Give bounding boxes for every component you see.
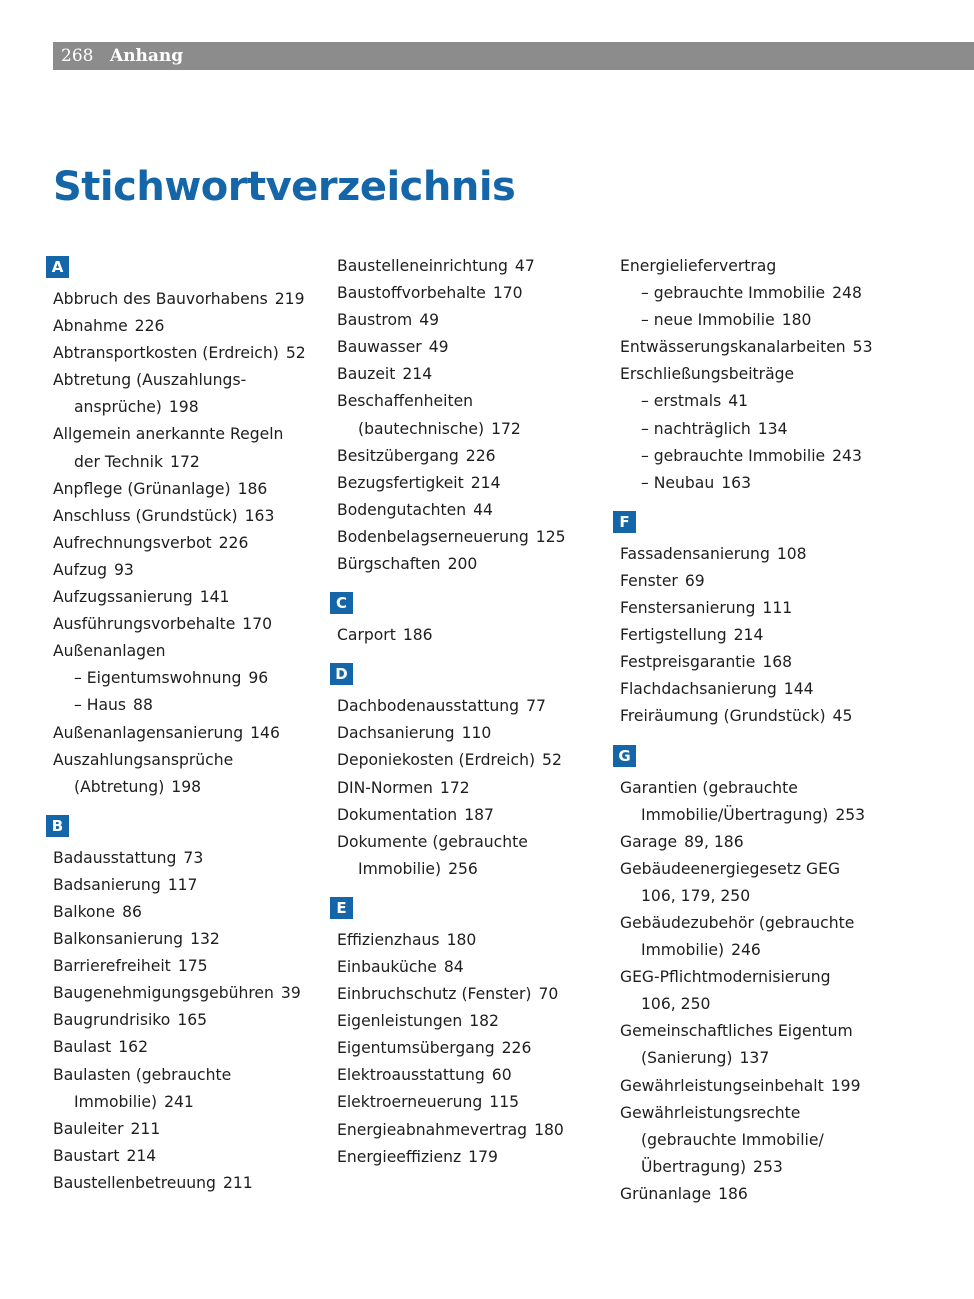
entry-page-ref: 84 (443, 957, 464, 976)
entry-term: (Sanierung) (641, 1049, 733, 1068)
letter-heading: B (46, 815, 69, 837)
entry-page-ref: 134 (757, 419, 788, 438)
section-gap (330, 883, 600, 897)
heading-gap (613, 767, 903, 775)
entry-term: Bauleiter (53, 1119, 124, 1138)
entry-term: Erschließungsbeiträge (620, 365, 795, 384)
index-entry (53, 340, 316, 367)
entry-page-ref: 110 (461, 724, 492, 743)
entry-page-ref: 179 (468, 1147, 498, 1166)
index-entry (620, 1073, 903, 1100)
entry-term: – nachträglich (641, 419, 751, 438)
entry-page-ref: 243 (832, 446, 862, 465)
index-entry (620, 622, 903, 649)
entry-term: Barrierefreiheit (53, 957, 171, 976)
letter-heading: G (613, 745, 636, 767)
entry-term: Dachbodenausstattung (337, 697, 520, 716)
entry-term: ansprüche) (74, 398, 162, 417)
entry-term: – Haus (74, 696, 127, 715)
entry-page-ref: 88 (133, 696, 153, 715)
index-entry (620, 1100, 903, 1127)
entry-term: Immobilie/Übertragung) (641, 805, 829, 824)
index-entry (620, 775, 903, 802)
entry-term: Einbauküche (337, 957, 437, 976)
index-entry (337, 361, 600, 388)
index-entry (53, 557, 316, 584)
entry-term: Bauwasser (337, 338, 422, 357)
entry-term: Ausführungsvorbehalte (53, 615, 236, 634)
entry-term: Baugenehmigungsgebühren (53, 984, 274, 1003)
index-entry (53, 638, 316, 665)
index-entry (620, 1181, 903, 1208)
entry-term: Energieliefervertrag (620, 257, 777, 275)
entry-page-ref: 49 (419, 311, 440, 330)
entry-term: Immobilie) (358, 859, 442, 878)
index-entry (620, 856, 903, 883)
index-entry (53, 872, 316, 899)
index-entry (620, 829, 903, 856)
entry-term: Badsanierung (53, 875, 161, 894)
entry-term: Immobilie) (74, 1092, 158, 1111)
entry-term: Gebäudeenergiegesetz GEG (620, 859, 841, 878)
index-entry-continuation (641, 1154, 903, 1181)
index-entry (337, 1035, 600, 1062)
index-entry (337, 1008, 600, 1035)
heading-gap (330, 919, 600, 927)
section-title: Anhang (110, 46, 184, 66)
index-entry (337, 551, 600, 578)
entry-term: Energieabnahmevertrag (337, 1120, 528, 1139)
section-gap (613, 731, 903, 745)
index-entry (53, 1034, 316, 1061)
index-entry (620, 361, 903, 388)
entry-page-ref: 172 (439, 778, 470, 797)
entry-term: Dokumentation (337, 805, 458, 824)
index-entry (53, 747, 316, 774)
entry-term: (bautechnische) (358, 419, 485, 438)
entry-term: Eigenleistungen (337, 1012, 463, 1031)
entry-term: Bezugsfertigkeit (337, 473, 464, 492)
entry-page-ref: 219 (274, 290, 305, 308)
index-entry (620, 595, 903, 622)
letter-heading: D (330, 663, 353, 685)
index-entry (337, 334, 600, 361)
entry-term: Einbruchschutz (Fenster) (337, 985, 532, 1004)
index-subentry (641, 280, 903, 307)
entry-term: Baustoffvorbehalte (337, 284, 486, 303)
entry-term: Besitzübergang (337, 446, 459, 465)
index-entry (337, 307, 600, 334)
index-entry (337, 747, 600, 774)
section-gap (330, 649, 600, 663)
entry-page-ref: 163 (244, 506, 275, 525)
index-entry (337, 253, 600, 280)
index-entry-continuation (358, 416, 600, 443)
letter-heading: E (330, 897, 353, 919)
entry-term: Außenanlagensanierung (53, 723, 244, 742)
index-entry (337, 1117, 600, 1144)
index-entry (53, 421, 316, 448)
entry-term: – neue Immobilie (641, 311, 775, 330)
entry-term: Allgemein anerkannte Regeln (53, 425, 284, 444)
entry-term: Entwässerungskanalarbeiten (620, 338, 846, 357)
entry-term: Gewährleistungsrechte (620, 1103, 801, 1122)
entry-term: Garage (620, 832, 678, 851)
entry-term: Eigentumsübergang (337, 1039, 495, 1058)
entry-term: Baustart (53, 1146, 120, 1165)
entry-term: Baulast (53, 1038, 112, 1057)
index-entry (53, 1170, 316, 1197)
index-entry-continuation (641, 1127, 903, 1154)
index-subentry (74, 692, 316, 719)
entry-page-ref: 214 (733, 626, 764, 645)
letter-heading-row (46, 256, 316, 278)
entry-term: Fenster (620, 571, 678, 590)
entry-page-ref: 226 (218, 533, 249, 552)
letter-heading-row (330, 897, 600, 919)
index-entry (53, 1062, 316, 1089)
entry-term: Effizienzhaus (337, 930, 440, 949)
entry-term: – erstmals (641, 392, 722, 411)
index-entry-continuation (74, 1089, 316, 1116)
index-entry (337, 693, 600, 720)
entry-term: Abbruch des Bauvorhabens (53, 290, 268, 308)
entry-page-ref: 175 (177, 957, 208, 976)
index-entry (337, 622, 600, 649)
entry-term: Bodengutachten (337, 500, 467, 519)
index-entry-continuation (74, 449, 316, 476)
entry-term: Abtransportkosten (Erdreich) (53, 344, 279, 363)
letter-heading-row (330, 592, 600, 614)
entry-term: – gebrauchte Immobilie (641, 284, 826, 303)
heading-gap (46, 837, 316, 845)
entry-page-ref: 256 (448, 859, 478, 878)
entry-page-ref: 198 (171, 777, 202, 796)
entry-page-ref: 214 (470, 473, 501, 492)
entry-page-ref: 45 (832, 707, 853, 726)
entry-term: Gewährleistungseinbehalt (620, 1076, 824, 1095)
index-entry (337, 720, 600, 747)
entry-page-ref: 226 (134, 317, 165, 336)
entry-page-ref: 132 (190, 930, 220, 949)
entry-term: Abnahme (53, 317, 128, 336)
entry-page-ref: 211 (222, 1173, 253, 1192)
page-title: Stichwortverzeichnis (53, 164, 516, 210)
entry-page-ref: 253 (753, 1157, 783, 1176)
entry-term: – Eigentumswohnung (74, 669, 242, 688)
entry-term: Badausstattung (53, 848, 177, 867)
entry-page-ref: 53 (852, 338, 873, 357)
index-entry-continuation (641, 1045, 903, 1072)
entry-term: Gebäudezubehör (gebrauchte (620, 913, 855, 932)
entry-page-ref: 96 (248, 669, 269, 688)
index-subentry (641, 416, 903, 443)
entry-term: (Abtretung) (74, 777, 165, 796)
entry-page-ref: 180 (534, 1120, 564, 1139)
index-entry (337, 1089, 600, 1116)
entry-page-ref: 47 (514, 257, 535, 275)
index-entry (53, 899, 316, 926)
entry-term: Elektroausstattung (337, 1066, 485, 1085)
entry-page-ref: 162 (118, 1038, 149, 1057)
entry-page-ref: 117 (167, 875, 198, 894)
heading-gap (330, 614, 600, 622)
entry-term: der Technik (74, 452, 164, 471)
entry-term: Balkone (53, 902, 116, 921)
entry-page-ref: 93 (114, 560, 134, 579)
index-entry (337, 443, 600, 470)
entry-page-ref: 211 (130, 1119, 161, 1138)
entry-term: Beschaffenheiten (337, 392, 474, 411)
index-column-2 (330, 253, 600, 1171)
entry-page-ref: 199 (830, 1076, 861, 1095)
entry-page-ref: 115 (489, 1093, 520, 1112)
entry-page-ref: 41 (728, 392, 749, 411)
index-entry-continuation (74, 774, 316, 801)
index-entry (53, 286, 316, 313)
entry-page-ref: 180 (781, 311, 812, 330)
entry-page-ref: 170 (492, 284, 523, 303)
entry-page-ref: 39 (280, 984, 301, 1003)
index-entry (620, 253, 903, 280)
entry-page-ref: 187 (464, 805, 494, 824)
entry-term: Baustrom (337, 311, 413, 330)
index-entry-continuation (641, 883, 903, 910)
entry-page-ref: 214 (126, 1146, 157, 1165)
index-entry (337, 524, 600, 551)
letter-heading-row (613, 511, 903, 533)
entry-term: Flachdachsanierung (620, 680, 777, 699)
entry-term: Deponiekosten (Erdreich) (337, 751, 536, 770)
index-entry (337, 981, 600, 1008)
index-entry (53, 1143, 316, 1170)
letter-heading: C (330, 592, 353, 614)
entry-term: Anpflege (Grünanlage) (53, 479, 231, 498)
index-entry-continuation (74, 394, 316, 421)
entry-term: Abtretung (Auszahlungs- (53, 371, 247, 390)
entry-term: Dokumente (gebrauchte (337, 832, 528, 851)
entry-page-ref: 180 (446, 930, 477, 949)
entry-term: Fassadensanierung (620, 544, 770, 563)
index-subentry (641, 470, 903, 497)
entry-page-ref: 241 (164, 1092, 194, 1111)
entry-term: Gemeinschaftliches Eigentum (620, 1022, 853, 1041)
entry-page-ref: 198 (168, 398, 199, 417)
entry-page-ref: 146 (250, 723, 280, 742)
index-entry (620, 649, 903, 676)
index-entry (620, 703, 903, 730)
index-entry (337, 954, 600, 981)
running-header (53, 42, 974, 70)
entry-term: Baulasten (gebrauchte (53, 1065, 232, 1084)
entry-term: Bürgschaften (337, 555, 441, 574)
section-gap (613, 497, 903, 511)
entry-term: Baustellenbetreuung (53, 1173, 216, 1192)
entry-term: 106, 179, 250 (641, 886, 751, 905)
index-entry (53, 530, 316, 557)
heading-gap (613, 533, 903, 541)
entry-term: Immobilie) (641, 941, 725, 960)
index-entry (337, 775, 600, 802)
entry-page-ref: 186 (402, 626, 433, 645)
entry-term: Dachsanierung (337, 724, 455, 743)
entry-page-ref: 170 (242, 615, 273, 634)
index-entry (53, 720, 316, 747)
index-entry (620, 910, 903, 937)
entry-term: 106, 250 (641, 995, 711, 1014)
index-entry (53, 367, 316, 394)
entry-term: Baustelleneinrichtung (337, 257, 508, 275)
entry-term: GEG-Pflichtmodernisierung (620, 968, 831, 987)
index-entry (337, 802, 600, 829)
entry-term: Fenstersanierung (620, 599, 756, 618)
index-subentry (641, 443, 903, 470)
entry-page-ref: 163 (721, 473, 751, 492)
entry-term: Carport (337, 626, 396, 645)
entry-page-ref: 52 (542, 751, 562, 770)
entry-term: (gebrauchte Immobilie/ (641, 1130, 824, 1149)
entry-page-ref: 248 (832, 284, 862, 303)
index-entry (337, 1062, 600, 1089)
index-entry (53, 1007, 316, 1034)
entry-term: Fertigstellung (620, 626, 727, 645)
entry-page-ref: 172 (170, 452, 200, 471)
index-column-3 (613, 253, 903, 1208)
index-entry (53, 953, 316, 980)
entry-page-ref: 168 (762, 653, 793, 672)
index-entry (337, 470, 600, 497)
letter-heading-row (613, 745, 903, 767)
entry-term: Übertragung) (641, 1157, 747, 1176)
entry-page-ref: 73 (183, 848, 204, 867)
entry-term: Auszahlungsansprüche (53, 750, 234, 769)
entry-page-ref: 182 (469, 1012, 499, 1031)
index-entry (620, 676, 903, 703)
entry-term: Anschluss (Grundstück) (53, 506, 238, 525)
entry-page-ref: 186 (718, 1184, 748, 1203)
index-entry (53, 980, 316, 1007)
entry-page-ref: 214 (402, 365, 433, 384)
entry-term: – Neubau (641, 473, 715, 492)
letter-heading-row (330, 663, 600, 685)
entry-page-ref: 141 (199, 588, 230, 607)
entry-term: Aufzug (53, 560, 108, 579)
index-entry (620, 541, 903, 568)
entry-page-ref: 49 (428, 338, 449, 357)
entry-page-ref: 86 (122, 902, 142, 921)
entry-page-ref: 226 (501, 1039, 532, 1058)
index-entry (53, 611, 316, 638)
entry-page-ref: 172 (491, 419, 521, 438)
entry-term: Elektroerneuerung (337, 1093, 483, 1112)
index-entry (53, 476, 316, 503)
index-entry (337, 1144, 600, 1171)
index-entry (53, 313, 316, 340)
entry-term: Balkonsanierung (53, 930, 184, 949)
index-entry (620, 964, 903, 991)
entry-page-ref: 137 (739, 1049, 770, 1068)
entry-page-ref: 226 (465, 446, 496, 465)
entry-page-ref: 246 (731, 941, 761, 960)
entry-term: Bauzeit (337, 365, 396, 384)
entry-page-ref: 200 (447, 555, 478, 574)
index-entry (337, 497, 600, 524)
entry-page-ref: 144 (783, 680, 814, 699)
index-entry (53, 503, 316, 530)
index-entry-continuation (641, 802, 903, 829)
entry-term: Grünanlage (620, 1184, 712, 1203)
entry-term: Aufrechnungsverbot (53, 533, 212, 552)
entry-page-ref: 89, 186 (684, 832, 744, 851)
index-entry (337, 829, 600, 856)
index-entry-continuation (641, 937, 903, 964)
index-entry-continuation (641, 991, 903, 1018)
section-gap (330, 578, 600, 592)
entry-term: Außenanlagen (53, 642, 166, 661)
index-entry (53, 845, 316, 872)
index-entry (53, 1116, 316, 1143)
index-entry (337, 388, 600, 415)
index-entry-continuation (358, 856, 600, 883)
section-gap (46, 801, 316, 815)
index-column-1 (46, 256, 316, 1197)
index-entry (53, 926, 316, 953)
entry-page-ref: 52 (285, 344, 306, 363)
entry-page-ref: 70 (538, 985, 559, 1004)
heading-gap (330, 685, 600, 693)
entry-page-ref: 44 (473, 500, 493, 519)
index-entry (620, 334, 903, 361)
index-entry (620, 568, 903, 595)
index-entry (620, 1018, 903, 1045)
entry-term: Energieeffizienz (337, 1147, 462, 1166)
entry-term: Bodenbelagserneuerung (337, 527, 529, 546)
letter-heading-row (46, 815, 316, 837)
entry-page-ref: 108 (776, 544, 807, 563)
entry-term: Freiräumung (Grundstück) (620, 707, 826, 726)
entry-page-ref: 253 (835, 805, 866, 824)
entry-page-ref: 186 (237, 479, 268, 498)
heading-gap (46, 278, 316, 286)
index-subentry (641, 388, 903, 415)
entry-term: DIN-Normen (337, 778, 433, 797)
entry-page-ref: 69 (684, 571, 705, 590)
entry-term: Aufzugssanierung (53, 588, 193, 607)
entry-term: – gebrauchte Immobilie (641, 446, 826, 465)
entry-page-ref: 60 (491, 1066, 512, 1085)
index-subentry (74, 665, 316, 692)
entry-page-ref: 111 (762, 599, 793, 618)
entry-page-ref: 77 (526, 697, 546, 716)
entry-term: Garantien (gebrauchte (620, 778, 798, 797)
entry-term: Festpreisgarantie (620, 653, 756, 672)
entry-page-ref: 125 (535, 527, 566, 546)
index-subentry (641, 307, 903, 334)
letter-heading: A (46, 256, 69, 278)
entry-page-ref: 165 (177, 1011, 208, 1030)
index-entry (337, 927, 600, 954)
entry-term: Baugrundrisiko (53, 1011, 171, 1030)
letter-heading: F (613, 511, 636, 533)
page-number: 268 (61, 46, 94, 66)
index-entry (337, 280, 600, 307)
index-entry (53, 584, 316, 611)
